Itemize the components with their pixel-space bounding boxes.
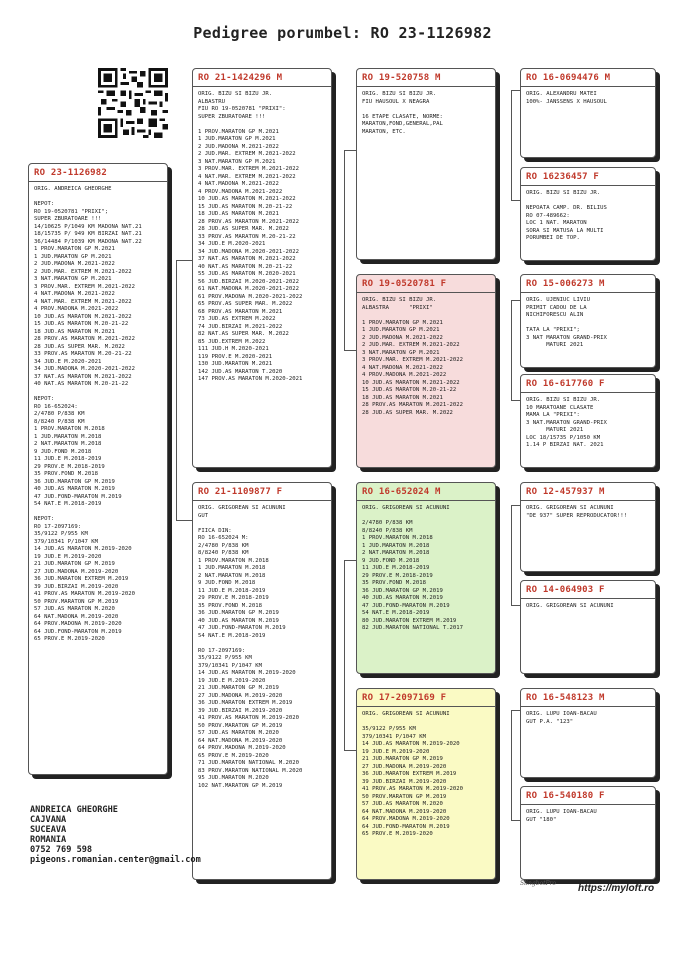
- page-title: Pedigree porumbel: RO 23-1126982: [193, 24, 492, 42]
- ggp-mmm-card: [520, 786, 656, 880]
- father-card: [192, 68, 332, 468]
- connector-line: [511, 400, 520, 401]
- ggp-ffm-ring: RO 16236457 F: [526, 172, 600, 182]
- ggp-mmf-ring: RO 16-548123 M: [526, 693, 605, 703]
- connector-line: [344, 350, 356, 351]
- paternal-grandfather-card: [356, 68, 496, 260]
- ggp-fmf-card: [520, 274, 656, 368]
- maternal-grandmother-info: ORIG. GRIGOREAN SI ACUNUNI 35/9122 P/955 KM 379/10341 P/1047 KM 14 JUD.AS MARATON M.2019-2020 19 JUD.E M.2019-2020 21 JUD.MARATON GP M.2019 27 JUD.MADONA M.2019-2020 36 JUD.MARATON EXTREM M.2019 39 JUD.BIRZAI M.2019-2020 41 PROV.AS MARATON M.2019-2020 50 PROV.MARATON GP M.2019 57 JUD.AS MARATON M.2020 64 NAT.MADONA M.2019-2020 64 PROV.MADONA M.2019-2020 64 JUD.FOND-MARATON M.2019 65 PROV.E M.2019-2020: [362, 711, 464, 837]
- connector-line: [511, 505, 512, 605]
- connector-line: [344, 560, 345, 750]
- maternal-grandfather-ring: RO 16-652024 M: [362, 487, 441, 497]
- connector-line: [176, 260, 177, 520]
- ggp-fff-card: [520, 68, 656, 158]
- ggp-mfm-card: [520, 580, 656, 674]
- ggp-mff-ring: RO 12-457937 M: [526, 487, 605, 497]
- subject-ring: RO 23-1126982: [34, 168, 108, 178]
- maternal-grandmother-ring: RO 17-2097169 F: [362, 693, 447, 703]
- connector-line: [344, 560, 356, 561]
- father-ring: RO 21-1424296 M: [198, 73, 283, 83]
- ggp-ffm-info: ORIG. BIZU SI BIZU JR. NEPOATA CAMP. DR. BILIUS RO 07-489662: LOC 1 NAT. MARATON SORA SI MATUSA LA MULTI PORUMBEI DE TOP.: [526, 190, 607, 241]
- ggp-mmm-ring: RO 16-540180 F: [526, 791, 605, 801]
- connector-line: [511, 90, 520, 91]
- connector-line: [511, 605, 520, 606]
- paternal-grandmother-info: ORIG. BIZU SI BIZU JR. ALBASTRA "PRIXI" 1 PROV.MARATON GP M.2021 1 JUD.MARATON GP M.2021 2 JUD.MADONA M.2021-2022 2 JUD.MAR. EXTREM M.2021-2022 3 NAT.MARATON GP M.2021 3 PROV.MAR. EXTREM M.2021-2022 4 NAT.MADONA M.2021-2022 4 PROV.MADONA M.2021-2022 10 JUD.AS MARATON M.2021-2022 15 JUD.AS MARATON M.20-21-22 18 JUD.AS MARATON M.2021 28 PROV.AS MARATON M.2021-2022 28 JUD.AS SUPER MAR. M.2022: [362, 297, 464, 416]
- ggp-fmf-info: ORIG. UJENIUC LIVIU PRIMIT CADOU DE LA NICHIFORESCU ALIN TATA LA "PRIXI"; 3 NAT MARATON GRAND-PRIX MATURI 2021: [526, 297, 607, 348]
- connector-line: [511, 300, 512, 400]
- connector-line: [176, 260, 192, 261]
- connector-line: [511, 300, 520, 301]
- ggp-fff-info: ORIG. ALEXANDRU MATEI 100%- JANSSENS X HAUSOUL: [526, 91, 607, 105]
- ggp-fmm-card: [520, 374, 656, 468]
- paternal-grandmother-ring: RO 19-0520781 F: [362, 279, 447, 289]
- ggp-mmm-info: ORIG. LUPU IOAN-BACAU GUT "180": [526, 809, 597, 823]
- ggp-mff-card: [520, 482, 656, 572]
- subject-info: ORIG. ANDREICA GHEORGHE NEPOT: RO 19-0520781 "PRIXI"; SUPER ZBURATOARE !!! 14/10625 P/1049 KM MADONA NAT.21 18/15735 P/ 949 KM BIRZAI NAT.21 36/14484 P/1039 KM MADONA NAT.22 1 PROV.MARATON GP M.2021 1 JUD.MARATON GP M.2021 2 JUD.MADONA M.2021-2022 2 JUD.MAR. EXTREM M.2021-2022 3 NAT.MARATON GP M.2021 3 PROV.MAR. EXTREM M.2021-2022 4 NAT.MADONA M.2021-2022 4 NAT.MAR. EXTREM M.2021-2022 4 PROV.MADONA M.2021-2022 10 JUD.AS MARATON M.2021-2022 15 JUD.AS MARATON M.20-21-22 18 JUD.AS MARATON M.2021 28 PROV.AS MARATON M.2021-2022 28 JUD.AS SUPER MAR. M.2022 33 PROV.AS MARATON M.20-21-22 34 JUD.E M.2020-2021 34 JUD.MADONA M.2020-2021-2022 37 NAT.AS MARATON M.2021-2022 40 NAT.AS MARATON M.20-21-22 NEPOT: RO 16-652024: 2/4780 P/838 KM 8/8240 P/838 KM 1 PROV.MARATON M.2018 1 JUD.MARATON M.2018 2 NAT.MARATON M.2018 9 JUD.FOND M.2018 11 JUD.E M.2018-2019 29 PROV.E M.2018-2019 35 PROV.FOND M.2018 36 JUD.MARATON GP M.2019 40 JUD.AS MARATON M.2019 47 JUD.FOND-MARATON M.2019 54 NAT.E M.2018-2019 NEPOT: RO 17-2097169: 35/9122 P/955 KM 379/10341 P/1047 KM 14 JUD.AS MARATON M.2019-2020 19 JUD.E M.2019-2020 21 JUD.MARATON GP M.2019 27 JUD.MADONA M.2019-2020 36 JUD.MARATON EXTREM M.2019 39 JUD.BIRZAI M.2019-2020 41 PROV.AS MARATON M.2019-2020 50 PROV.MARATON GP M.2019 57 JUD.AS MARATON M.2020 64 NAT.MADONA M.2019-2020 64 PROV.MADONA M.2019-2020 64 JUD.FOND-MARATON M.2019 65 PROV.E M.2019-2020: [34, 186, 142, 642]
- ggp-fmm-info: ORIG. BIZU SI BIZU JR. 10 MARATOANE CLASATE MAMA LA "PRIXI": 3 NAT.MARATON GRAND-PRIX MATURI 2021 LOC 18/15735 P/1050 KM 1.14 P BIRZAI NAT. 2021: [526, 397, 607, 448]
- father-info: ORIG. BIZU SI BIZU JR. ALBASTRU FIU RO 19-0520781 "PRIXI": SUPER ZBURATOARE !!! 1 PROV.MARATON GP M.2021 1 JUD.MARATON GP M.2021 2 JUD.MADONA M.2021-2022 2 JUD.MAR. EXTREM M.2021-2022 3 NAT.MARATON GP M.2021 3 PROV.MAR. EXTREM M.2021-2022 4 NAT.MAR. EXTREM M.2021-2022 4 NAT.MADONA M.2021-2022 4 PROV.MADONA M.2021-2022 10 JUD.AS MARATON M.2021-2022 15 JUD.AS MARATON M.20-21-22 18 JUD.AS MARATON M.2021 28 PROV.AS MARATON M.2021-2022 28 JUD.AS SUPER MAR. M.2022 33 PROV.AS MARATON M.20-21-22 34 JUD.E M.2020-2021 34 JUD.MADONA M.2020-2021-2022 37 NAT.AS MARATON M.2021-2022 40 NAT.AS MARATON M.20-21-22 55 JUD.AS MARATON M.2020-2021 56 JUD.BIRZAI M.2020-2021-2022 61 NAT.MADONA M.2020-2021-2022 61 PROV.MADONA M.2020-2021-2022 65 PROV.AS SUPER MAR. M.2022 68 PROV.AS MARATON M.2021 73 JUD.AS EXTREM M.2022 74 JUD.BIRZAI M.2021-2022 82 NAT.AS SUPER MAR. M.2022 85 JUD.EXTREM M.2022 111 JUD.H M.2020-2021 119 PROV.E M.2020-2021 130 JUD.MARATON M.2021 142 JUD.AS MARATON T.2020 147 PROV.AS MARATON M.2020-2021: [198, 91, 303, 382]
- ggp-fff-ring: RO 16-0694476 M: [526, 73, 611, 83]
- ggp-mfm-ring: RO 14-064903 F: [526, 585, 605, 595]
- ggp-mff-info: ORIG. GRIGOREAN SI ACUNUNI "DE 937" SUPER REPRODUCATOR!!!: [526, 505, 628, 519]
- qr-code-icon: [98, 68, 168, 138]
- ggp-ffm-card: [520, 167, 656, 261]
- ggp-fmm-ring: RO 16-617760 F: [526, 379, 605, 389]
- owner-contact: ANDREICA GHEORGHE CAJVANA SUCEAVA ROMANIA 0752 769 598 pigeons.romanian.center@gmail.com: [30, 805, 201, 865]
- ggp-mfm-info: ORIG. GRIGOREAN SI ACUNUNI: [526, 603, 614, 609]
- connector-line: [511, 710, 520, 711]
- ggp-mmf-card: [520, 688, 656, 778]
- subject-card: [28, 163, 168, 775]
- website-link[interactable]: https://myloft.ro: [578, 883, 655, 894]
- connector-line: [511, 90, 512, 200]
- connector-line: [176, 520, 192, 521]
- mother-card: [192, 482, 332, 880]
- ggp-mmf-info: ORIG. LUPU IOAN-BACAU GUT P.A. "123": [526, 711, 597, 725]
- connector-line: [511, 505, 520, 506]
- maternal-grandmother-card: [356, 688, 496, 880]
- paternal-grandmother-card: [356, 274, 496, 468]
- connector-line: [511, 710, 512, 820]
- maternal-grandfather-card: [356, 482, 496, 674]
- connector-line: [344, 150, 345, 350]
- signature: SlingbotPro: [520, 880, 557, 887]
- ggp-fmf-ring: RO 15-006273 M: [526, 279, 605, 289]
- connector-line: [344, 150, 356, 151]
- connector-line: [344, 750, 356, 751]
- maternal-grandfather-info: ORIG. GRIGOREAN SI ACUNUNI 2/4780 P/838 KM 8/8240 P/838 KM 1 PROV.MARATON M.2018 1 JUD.MARATON M.2018 2 NAT.MARATON M.2018 9 JUD.FOND M.2018 11 JUD.E M.2018-2019 29 PROV.E M.2018-2019 35 PROV.FOND M.2018 36 JUD.MARATON GP M.2019 40 JUD.AS MARATON M.2019 47 JUD.FOND-MARATON M.2019 54 NAT.E M.2018-2019 80 JUD.MARATON EXTREM M.2019 82 JUD.MARATON NATIONAL T.2017: [362, 505, 464, 631]
- connector-line: [511, 200, 520, 201]
- mother-info: ORIG. GRIGOREAN SI ACUNUNI GUT FIICA DIN: RO 16-652024 M: 2/4780 P/838 KM 8/8240 P/838 KM 1 PROV.MARATON M.2018 1 JUD.MARATON M.2018 2 NAT.MARATON M.2018 9 JUD.FOND M.2018 11 JUD.E M.2018-2019 29 PROV.E M.2018-2019 35 PROV.FOND M.2018 36 JUD.MARATON GP M.2019 40 JUD.AS MARATON M.2019 47 JUD.FOND-MARATON M.2019 54 NAT.E M.2018-2019 RO 17-2097169: 35/9122 P/955 KM 379/10341 P/1047 KM 14 JUD.AS MARATON M.2019-2020 19 JUD.E M.2019-2020 21 JUD.MARATON GP M.2019 27 JUD.MADONA M.2019-2020 36 JUD.MARATON EXTREM M.2019 39 JUD.BIRZAI M.2019-2020 41 PROV.AS MARATON M.2019-2020 50 PROV.MARATON GP M.2019 57 JUD.AS MARATON M.2020 64 NAT.MADONA M.2019-2020 64 PROV.MADONA M.2019-2020 65 PROV.E M.2019-2020 71 JUD.MARATON NATIONAL M.2020 83 PROV.MARATON NATIONAL M.2020 95 JUD.MARATON M.2020 102 NAT.MARATON GP M.2019: [198, 505, 303, 789]
- paternal-grandfather-info: ORIG. BIZU SI BIZU JR. FIU HAUSOUL X NEAGRA 16 ETAPE CLASATE, NORME: MARATON,FOND,GENERAL,PAL MARATON, ETC.: [362, 91, 443, 135]
- paternal-grandfather-ring: RO 19-520758 M: [362, 73, 441, 83]
- connector-line: [511, 820, 520, 821]
- mother-ring: RO 21-1109877 F: [198, 487, 283, 497]
